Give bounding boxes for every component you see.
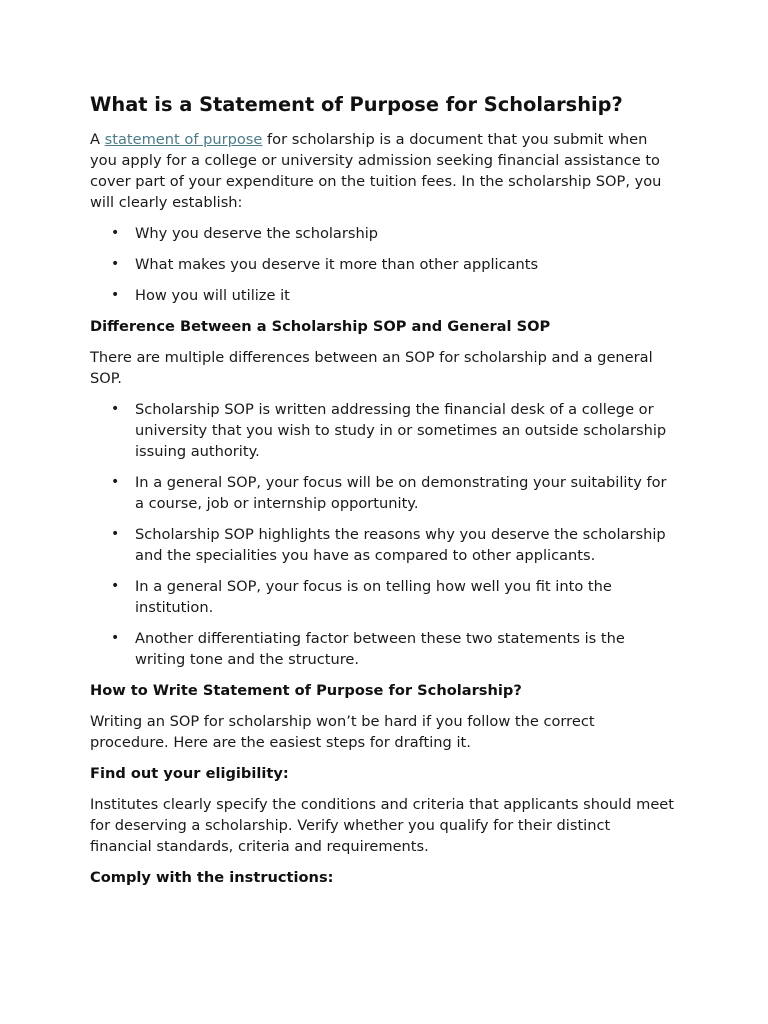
list-item-text: Another differentiating factor between these two statements is the writing tone and the structure. — [135, 630, 625, 668]
bullet-icon: • — [111, 578, 120, 594]
list-item-text: How you will utilize it — [135, 287, 290, 304]
bullet-icon: • — [111, 225, 120, 241]
bullet-icon: • — [111, 401, 120, 417]
list-item-text: Scholarship SOP is written addressing the financial desk of a college or university that you wish to study in or sometimes an outside scholarship issuing authority. — [135, 401, 667, 460]
list-item-text: In a general SOP, your focus is on telling how well you fit into the institution. — [135, 578, 612, 616]
list-item — [90, 576, 676, 618]
document-page — [90, 92, 676, 898]
how-to-heading: How to Write Statement of Purpose for Scholarship? — [90, 682, 522, 699]
list-item — [90, 524, 676, 566]
eligibility-paragraph: Institutes clearly specify the conditions and criteria that applicants should meet for deserving a scholarship. Verify whether you qualify for their distinct financial standards, criteria and requirements. — [90, 796, 674, 855]
difference-list — [90, 399, 676, 670]
list-item — [90, 254, 676, 275]
list-item-text: Why you deserve the scholarship — [135, 225, 379, 242]
list-item — [90, 628, 676, 670]
list-item-text: What makes you deserve it more than other applicants — [135, 256, 539, 273]
list-item — [90, 223, 676, 244]
bullet-icon: • — [111, 474, 120, 490]
statement-of-purpose-link[interactable]: statement of purpose — [104, 131, 263, 148]
comply-heading: Comply with the instructions: — [90, 869, 334, 886]
establish-list — [90, 223, 676, 306]
difference-heading: Difference Between a Scholarship SOP and General SOP — [90, 318, 551, 335]
list-item — [90, 399, 676, 462]
intro-suffix: for scholarship is a document that you submit when you apply for a college or university admission seeking financial assistance to cover part of your expenditure on the tuition fees. In the scholarship SOP, you will clearly establish: — [90, 131, 662, 211]
eligibility-heading: Find out your eligibility: — [90, 765, 289, 782]
list-item-text: In a general SOP, your focus will be on demonstrating your suitability for a course, job or internship opportunity. — [135, 474, 667, 512]
how-to-paragraph: Writing an SOP for scholarship won’t be hard if you follow the correct procedure. Here are the easiest steps for drafting it. — [90, 713, 595, 751]
intro-prefix: A — [90, 131, 105, 148]
list-item-text: Scholarship SOP highlights the reasons why you deserve the scholarship and the specialities you have as compared to other applicants. — [135, 526, 666, 564]
page-title: What is a Statement of Purpose for Scholarship? — [90, 93, 623, 116]
list-item — [90, 472, 676, 514]
bullet-icon: • — [111, 526, 120, 542]
list-item — [90, 285, 676, 306]
bullet-icon: • — [111, 630, 120, 646]
bullet-icon: • — [111, 287, 120, 303]
difference-intro: There are multiple differences between an SOP for scholarship and a general SOP. — [90, 349, 653, 387]
bullet-icon: • — [111, 256, 120, 272]
intro-paragraph — [90, 129, 676, 213]
